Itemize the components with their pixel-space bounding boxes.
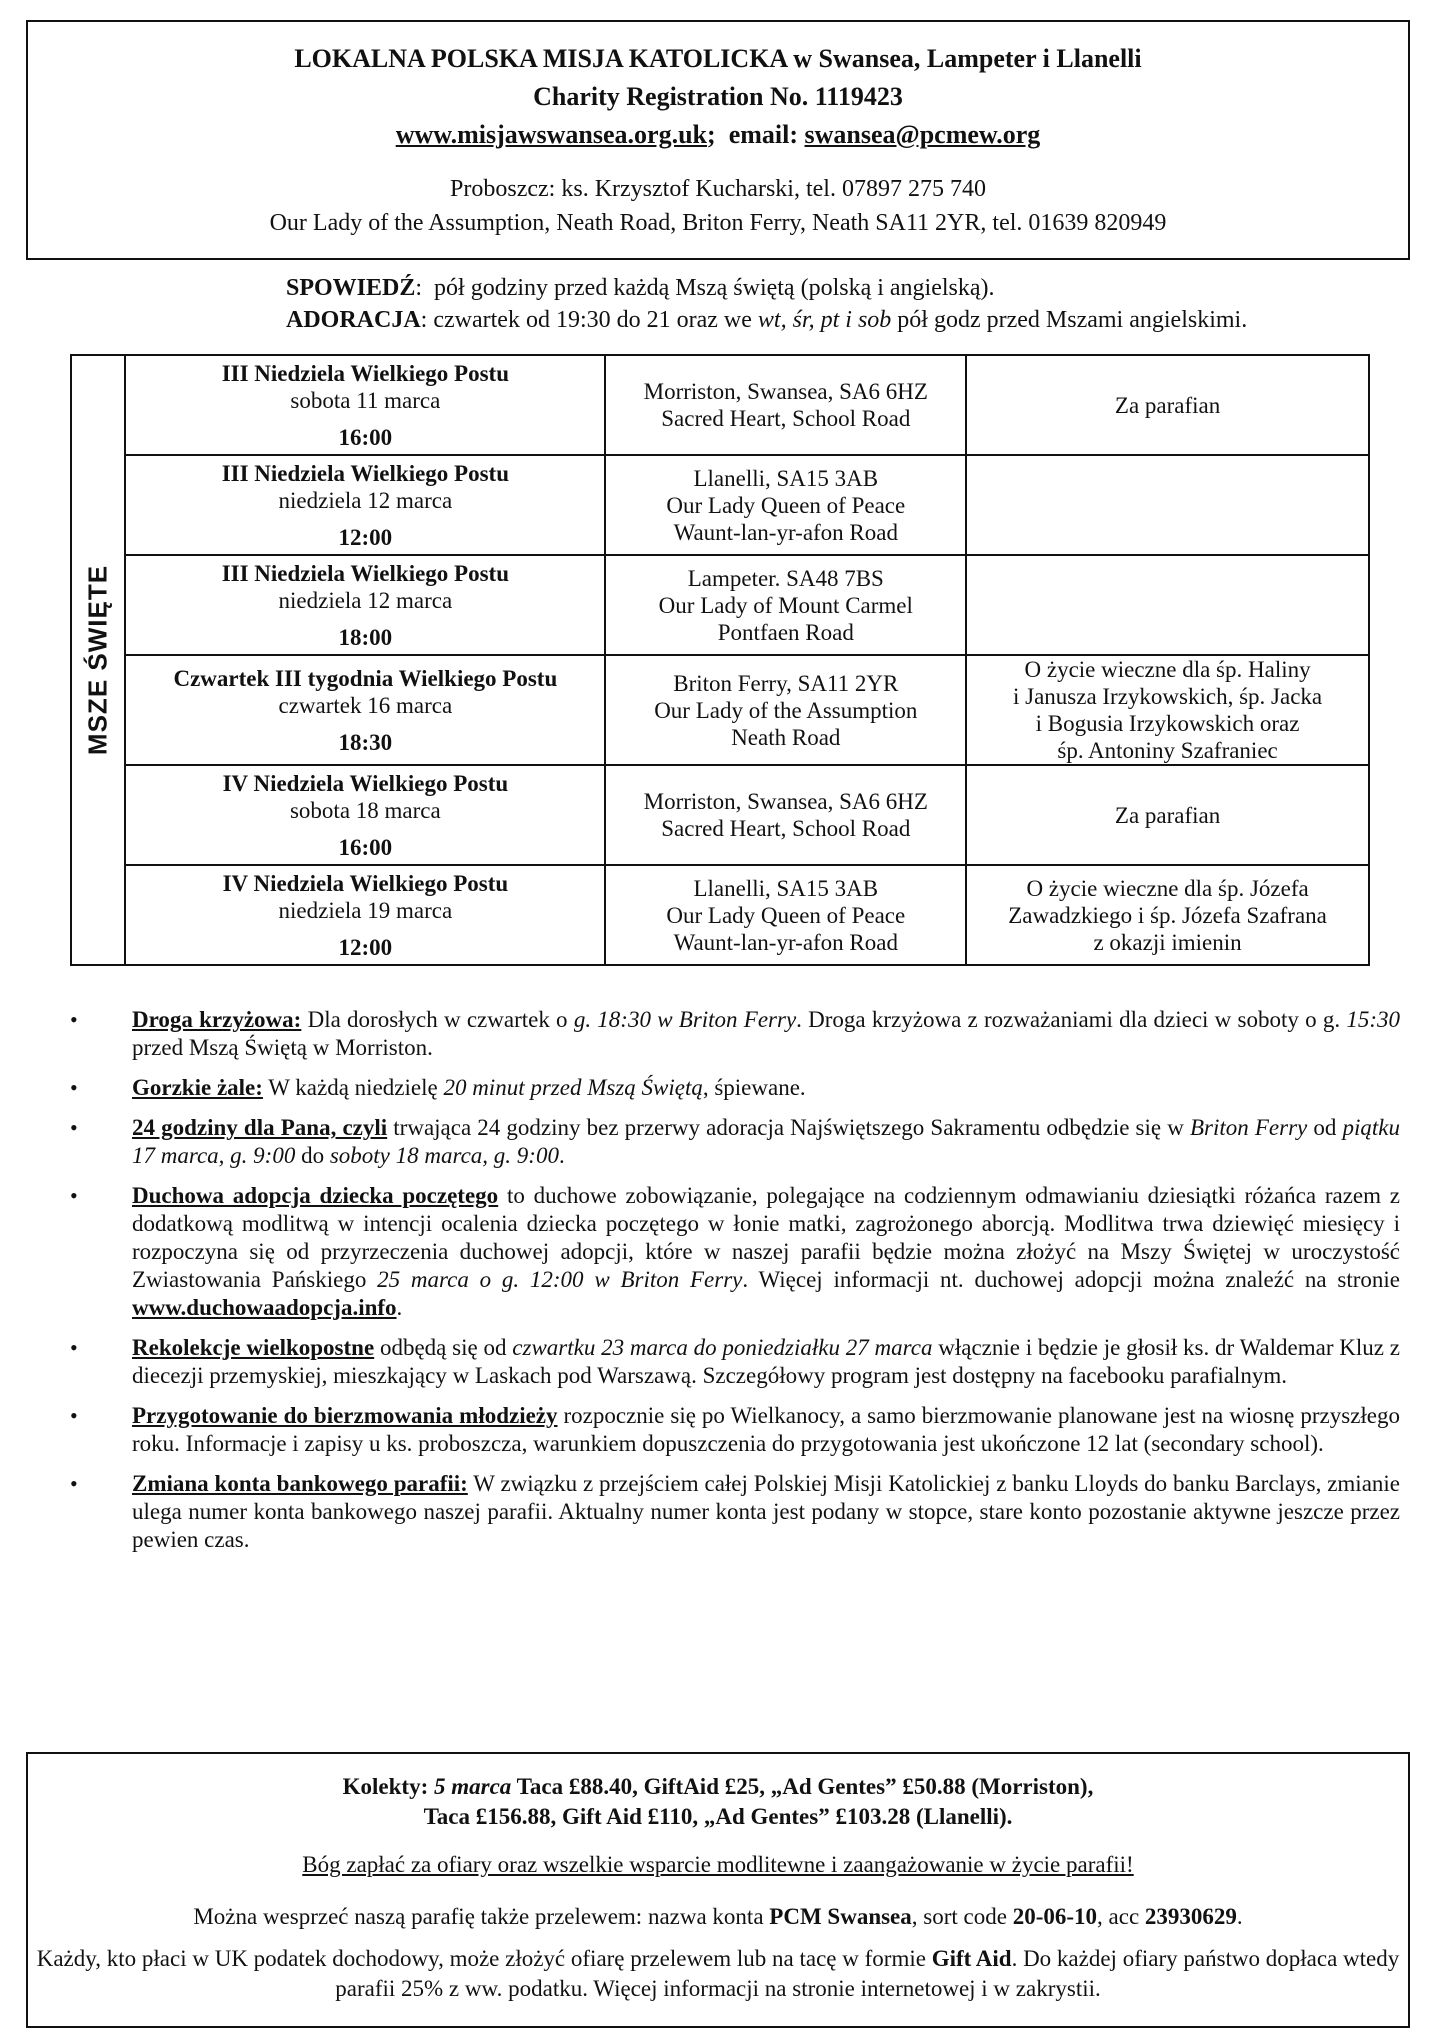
place-cell: [605, 765, 966, 865]
adoration-days: wt, śr, pt i sob: [757, 307, 892, 333]
bullet: •: [70, 1007, 78, 1032]
occasion-date: niedziela 12 marca: [278, 587, 453, 613]
occasion-name: Czwartek III tygodnia Wielkiego Postu: [173, 665, 558, 691]
table-row: [71, 865, 1369, 965]
notice-text: W każdą niedzielę: [262, 1075, 444, 1100]
notice-bank-account-change: [70, 1470, 1400, 1554]
adoption-website-link[interactable]: www.duchowaadopcja.info: [132, 1295, 397, 1320]
transfer-text: , acc: [1097, 1904, 1145, 1929]
adoration-text-2: pół godz przed Mszami angielskimi.: [897, 307, 1248, 333]
place-line: Our Lady of Mount Carmel: [658, 592, 913, 618]
occasion-cell: [125, 865, 605, 965]
occasion-time: 12:00: [338, 934, 393, 960]
notice-text: rozpocznie się po Wielkanocy, a samo bierzmowanie planowane jest na wiosnę przyszłego roku. Informacje i zapisy u ks. proboszcza, warunkiem dopuszczenia do przygotowania jest ukończone 12 lat (secondary school).: [132, 1403, 1400, 1456]
contact-block: [28, 172, 1408, 240]
notice-text: . Droga krzyżowa z rozważaniami dla dzieci w soboty o g.: [796, 1007, 1347, 1032]
place-cell: [605, 655, 966, 765]
gift-aid-text: Każdy, kto płaci w UK podatek dochodowy, może złożyć ofiarę przelewem lub na tacę w formie: [36, 1946, 932, 1971]
notice-text: .: [396, 1295, 403, 1320]
collections-date: 5 marca: [434, 1774, 512, 1799]
bullet: •: [70, 1183, 78, 1208]
notice-emph: piątku 17 marca, g. 9:00: [132, 1115, 1400, 1168]
place-line: Morriston, Swansea, SA6 6HZ: [643, 789, 928, 814]
place-line: Neath Road: [731, 724, 841, 750]
occasion-cell: [125, 455, 605, 555]
occasion-date: niedziela 19 marca: [278, 897, 453, 923]
confession-text: pół godziny przed każdą Mszą świętą (polską i angielską).: [434, 275, 995, 301]
notice-emph: 25 marca o g. 12:00 w Briton Ferry: [377, 1267, 743, 1292]
footer-box: [26, 1752, 1410, 2028]
place-line: Our Lady Queen of Peace: [666, 492, 906, 518]
notice-emph: soboty 18 marca, g. 9:00: [329, 1143, 559, 1168]
occasion-cell: [125, 655, 605, 765]
place-line: Morriston, Swansea, SA6 6HZ: [643, 379, 928, 404]
bullet: •: [70, 1075, 78, 1100]
side-label-cell: [71, 355, 125, 965]
collections-summary: [28, 1772, 1408, 1832]
pastor-line: Proboszcz: ks. Krzysztof Kucharski, tel. 07897 275 740: [450, 176, 986, 202]
bullet: •: [70, 1403, 78, 1428]
bullet: •: [70, 1115, 78, 1140]
place-line: Waunt-lan-yr-afon Road: [673, 519, 898, 545]
intention-line: O życie wieczne dla śp. Haliny: [1024, 657, 1311, 682]
notice-lent-retreat: [70, 1334, 1400, 1390]
notice-text: włącznie i będzie je głosił ks. dr Waldemar Kluz z diecezji przemyskiej, mieszkający w Laskach pod Warszawą. Szczegółowy program jest dostępny na facebooku parafialnym.: [132, 1335, 1400, 1388]
place-cell: [605, 865, 966, 965]
notice-heading: Gorzkie żale:: [132, 1075, 263, 1100]
transfer-text: Można wesprzeć naszą parafię także przelewem: nazwa konta: [193, 1904, 770, 1929]
notice-text: W związku z przejściem całej Polskiej Misji Katolickiej z banku Lloyds do banku Barclays, zmianie ulega numer konta bankowego naszej parafii. Aktualny numer konta jest podany w stopce, stare konto pozostanie aktywne jeszcze przez pewien czas.: [132, 1471, 1401, 1552]
collections-llanelli: Taca £156.88, Gift Aid £110, „Ad Gentes” £103.28 (Llanelli).: [423, 1804, 1013, 1829]
occasion-cell: [125, 765, 605, 865]
charity-number: Charity Registration No. 1119423: [533, 82, 903, 111]
occasion-date: czwartek 16 marca: [278, 692, 453, 718]
intention-cell: [966, 655, 1369, 765]
separator: ;: [707, 120, 729, 149]
intention-line: i Bogusia Irzykowskich oraz: [1035, 711, 1300, 736]
notice-emph: 15:30: [1346, 1007, 1400, 1032]
gift-aid-text: . Do każdej ofiary państwo dopłaca wtedy parafii 25% z ww. podatku. Więcej informacji na stronie internetowej i w zakrystii.: [335, 1946, 1400, 2001]
notice-emph: czwartku 23 marca do poniedziałku 27 marca: [512, 1335, 933, 1360]
notice-text: to duchowe zobowiązanie, polegające na codziennym odmawianiu dziesiątki różańca razem z dodatkową modlitwą w intencji ocalenia dziecka poczętego w łonie matki, zagrożonego aborcją. Modlitwa trwa dziewięć miesięcy i rozpoczyna się od przyrzeczenia duchowej adopcji, które w naszej parafii będzie można złożyć na Mszy Świętej w uroczystość Zwiastowania Pańskiego: [132, 1183, 1400, 1292]
table-row: [71, 455, 1369, 555]
place-cell: [605, 455, 966, 555]
bullet: •: [70, 1335, 78, 1360]
place-line: Our Lady Queen of Peace: [666, 902, 906, 928]
occasion-time: 18:00: [338, 624, 393, 650]
bullet: •: [70, 1471, 78, 1496]
gift-aid-info: [28, 1944, 1408, 2004]
notice-text: od: [1307, 1115, 1343, 1140]
notice-text: , śpiewane.: [702, 1075, 806, 1100]
occasion-name: III Niedziela Wielkiego Postu: [221, 360, 510, 386]
place-cell: [605, 355, 966, 455]
side-label: MSZE ŚWIĘTE: [82, 564, 113, 756]
notice-heading: Rekolekcje wielkopostne: [132, 1335, 375, 1360]
notice-heading: 24 godziny dla Pana, czyli: [132, 1115, 388, 1140]
account-name: PCM Swansea: [769, 1904, 912, 1929]
notice-heading: Zmiana konta bankowego parafii:: [132, 1471, 468, 1496]
confession-line: SPOWIEDŹ: pół godziny przed każdą Mszą świętą (polską i angielską).: [286, 275, 995, 301]
email-label: email:: [728, 120, 798, 149]
account-number: 23930629: [1144, 1904, 1237, 1929]
intention-line: O życie wieczne dla śp. Józefa: [1026, 875, 1309, 901]
occasion-date: sobota 11 marca: [290, 387, 441, 413]
notice-text: .: [558, 1143, 565, 1168]
place-line: Pontfaen Road: [717, 619, 854, 645]
place-line: Briton Ferry, SA11 2YR: [673, 670, 899, 696]
notice-emph: g. 18:30 w Briton Ferry: [573, 1007, 797, 1032]
intention-line: i Janusza Irzykowskich, śp. Jacka: [1012, 684, 1323, 709]
occasion-time: 16:00: [338, 834, 393, 860]
notice-emph: 20 minut przed Mszą Świętą: [443, 1075, 703, 1100]
notice-spiritual-adoption: [70, 1182, 1400, 1322]
occasion-name: IV Niedziela Wielkiego Postu: [222, 870, 509, 896]
notice-heading: Duchowa adopcja dziecka poczętego: [132, 1183, 499, 1208]
occasion-date: niedziela 12 marca: [278, 487, 453, 513]
mass-schedule-table: [70, 354, 1370, 966]
intention-cell: [966, 455, 1369, 555]
notice-text: trwająca 24 godziny bez przerwy adoracja Najświętszego Sakramentu odbędzie się w: [387, 1115, 1190, 1140]
occasion-time: 18:30: [338, 729, 393, 755]
occasion-name: IV Niedziela Wielkiego Postu: [222, 770, 509, 796]
bank-transfer-info: [28, 1902, 1408, 1932]
email-link[interactable]: swansea@pcmew.org: [804, 120, 1041, 149]
notice-text: Dla dorosłych w czwartek o: [301, 1007, 574, 1032]
notice-lament: [70, 1074, 1400, 1102]
notice-text: przed Mszą Świętą w Morriston.: [132, 1035, 433, 1060]
notice-emph: Briton Ferry: [1189, 1115, 1308, 1140]
sort-code: 20-06-10: [1012, 1904, 1098, 1929]
occasion-name: III Niedziela Wielkiego Postu: [221, 560, 510, 586]
table-row: [71, 655, 1369, 765]
place-line: Waunt-lan-yr-afon Road: [673, 929, 898, 955]
place-line: Lampeter. SA48 7BS: [687, 565, 884, 591]
collections-morriston: Taca £88.40, GiftAid £25, „Ad Gentes” £50.88 (Morriston),: [516, 1774, 1094, 1799]
place-line: Our Lady of the Assumption: [654, 697, 918, 723]
transfer-text: , sort code: [911, 1904, 1013, 1929]
notices-list: [70, 1006, 1400, 1566]
occasion-time: 12:00: [338, 524, 393, 550]
notice-text: do: [295, 1143, 330, 1168]
transfer-text: .: [1236, 1904, 1243, 1929]
notice-24-hours: [70, 1114, 1400, 1170]
notice-heading: Droga krzyżowa:: [132, 1007, 302, 1032]
notice-heading: Przygotowanie do bierzmowania młodzieży: [132, 1403, 558, 1428]
intention-cell: [966, 865, 1369, 965]
address-line: Our Lady of the Assumption, Neath Road, Briton Ferry, Neath SA11 2YR, tel. 01639 820949: [269, 210, 1167, 236]
occasion-date: sobota 18 marca: [289, 797, 441, 823]
collections-label: Kolekty:: [342, 1774, 429, 1799]
occasion-cell: [125, 355, 605, 455]
intention-line: Zawadzkiego i śp. Józefa Szafrana: [1008, 902, 1327, 928]
table-row: [71, 355, 1369, 455]
place-line: Llanelli, SA15 3AB: [693, 875, 879, 901]
gift-aid-label: Gift Aid: [931, 1946, 1012, 1971]
intention-line: śp. Antoniny Szafraniec: [1057, 738, 1278, 763]
notice-confirmation: [70, 1402, 1400, 1458]
place-cell: [605, 555, 966, 655]
header-box: [26, 20, 1410, 260]
website-link[interactable]: www.misjawswansea.org.uk: [395, 120, 708, 149]
intention-line: Za parafian: [1114, 392, 1221, 418]
table-row: [71, 555, 1369, 655]
mission-title: LOKALNA POLSKA MISJA KATOLICKA w Swansea, Lampeter i Llanelli: [294, 44, 1142, 73]
confession-label: SPOWIEDŹ: [286, 275, 416, 301]
adoration-label: ADORACJA: [286, 307, 421, 333]
notice-stations-of-cross: [70, 1006, 1400, 1062]
intention-cell: [966, 765, 1369, 865]
occasion-cell: [125, 555, 605, 655]
place-line: Llanelli, SA15 3AB: [693, 465, 879, 491]
occasion-name: III Niedziela Wielkiego Postu: [221, 460, 510, 486]
adoration-line: ADORACJA: czwartek od 19:30 do 21 oraz we wt, śr, pt i sob pół godz przed Mszami angielskimi.: [286, 307, 1248, 333]
table-row: [71, 765, 1369, 865]
collections-line-1: [28, 1772, 1408, 1802]
place-line: Sacred Heart, School Road: [661, 406, 911, 431]
adoration-text: czwartek od 19:30 do 21 oraz we: [433, 307, 752, 333]
confession-adoration: [286, 272, 1416, 336]
intention-line: z okazji imienin: [1093, 929, 1242, 955]
thanks-line: Bóg zapłać za ofiary oraz wszelkie wsparcie modlitewne i zaangażowanie w życie parafii!: [302, 1852, 1134, 1877]
occasion-time: 16:00: [338, 424, 393, 450]
notice-text: . Więcej informacji nt. duchowej adopcji można znaleźć na stronie: [742, 1267, 1400, 1292]
place-line: Sacred Heart, School Road: [661, 816, 911, 841]
notice-text: odbędą się od: [374, 1335, 513, 1360]
intention-cell: [966, 355, 1369, 455]
intention-line: Za parafian: [1114, 802, 1221, 828]
intention-cell: [966, 555, 1369, 655]
contact-links: [28, 116, 1408, 154]
